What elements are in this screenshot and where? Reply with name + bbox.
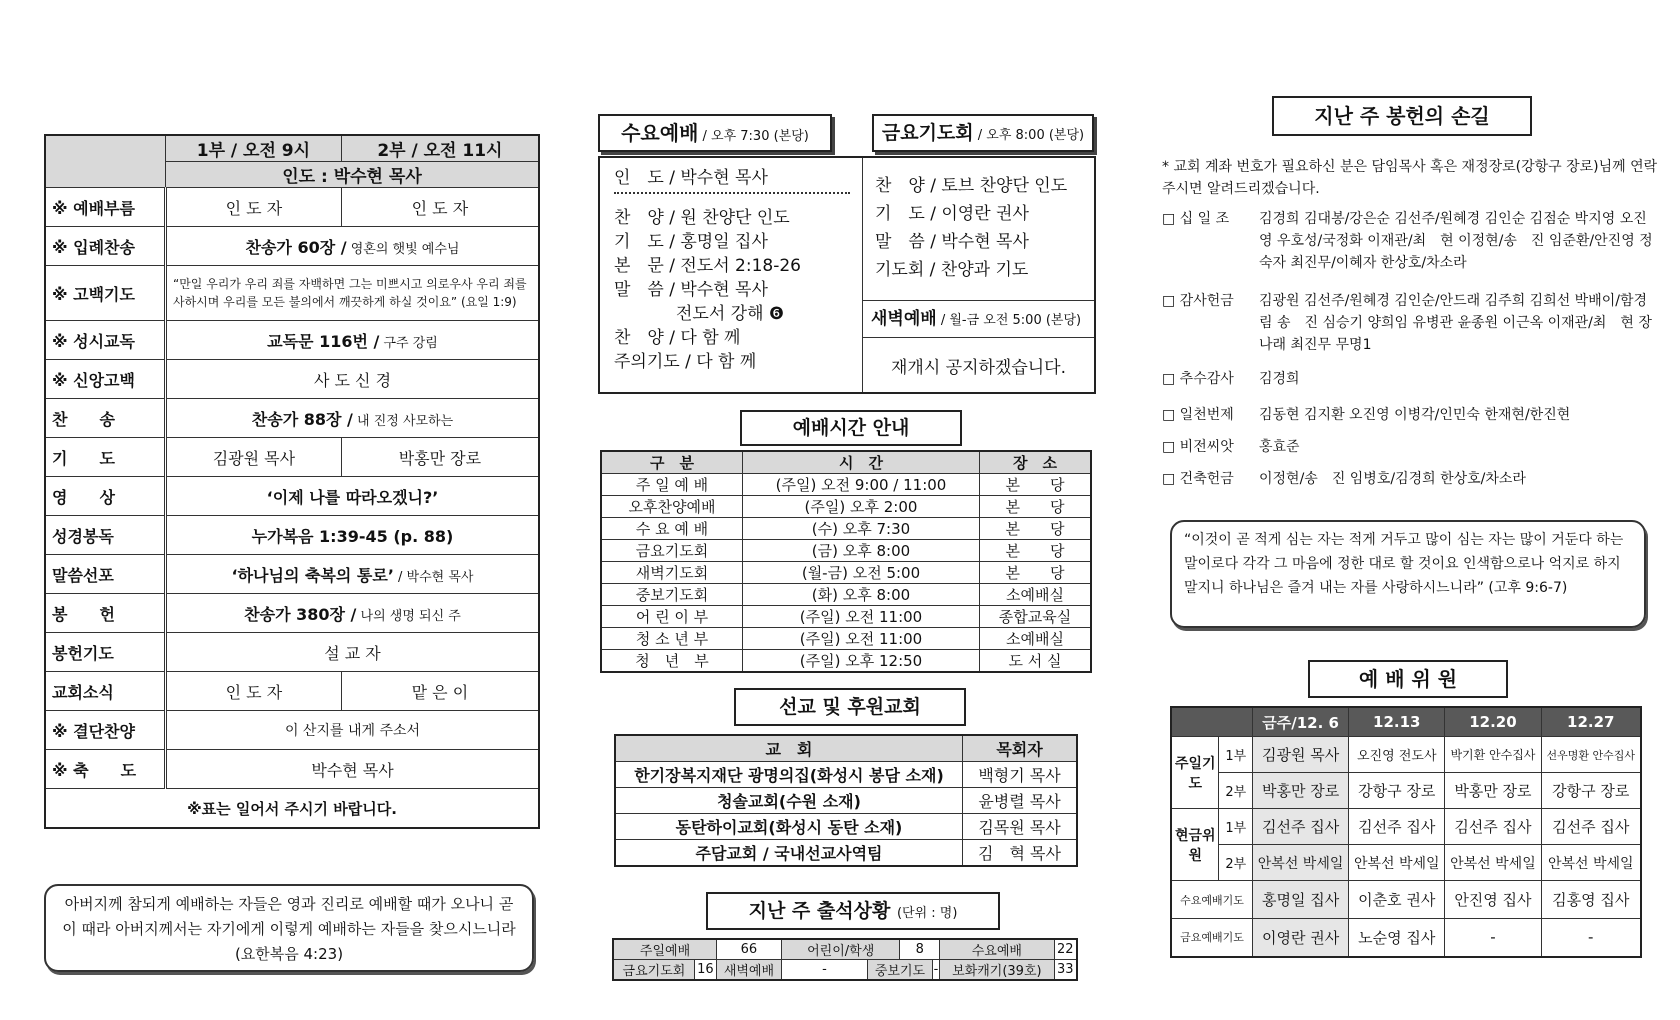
mission-header: 목회자 (963, 735, 1078, 762)
duty-header: 12.27 (1541, 707, 1641, 737)
row-label: 말씀선포 (45, 555, 166, 594)
table-row: 금요기도회 16 새벽예배 - 중보기도 - 보화캐기(39호) 33 (613, 960, 1077, 981)
table-row: 오후찬양예배 (주일) 오후 2:00 본 당 (601, 496, 1091, 518)
confession-text: “만일 우리가 우리 죄를 자백하면 그는 미쁘시고 의로우사 우리 죄를 사하시며 우리를 모든 불의에서 깨끗하게 하실 것이요” (요일 1:9) (166, 266, 540, 321)
duty-corner (1171, 707, 1253, 737)
offering-title: 지난 주 봉헌의 손길 (1272, 96, 1532, 136)
offering-list: □ 십 일 조 김경희 김대봉/강은순 김선주/원혜경 김인순 김점순 박지영 오진영 우호성/국정화 이재관/최 현 이정현/송 진 임준환/안진영 정숙자 최진무/이혜자 한상호/차소라 □ 감사헌금 김광원 김선주/원혜경 김인순/안드래 김주희 김희선 박배이/함경림 송 진 심승기 양희임 유병관 윤종원 이근옥 이재관/최 현 장나래 최진무 무명1 □ 추수감사 김경희 □ 일천번제 김동현 김지환 오진영 이병각/인민숙 한재현/한진현 □ 비전씨앗 홍효준 □ 건축헌금 이정현/송 진 임병호/김경희 한상호/차소라 (1162, 211, 1653, 487)
table-row: 한기장복지재단 광명의집(화성시 봉담 소재) 백형기 목사 (615, 762, 1077, 788)
row-cell: ‘이제 나를 따라오겠니?’ (166, 477, 540, 516)
row-cell: 인 도 자 (166, 672, 342, 711)
row-cell: 인 도 자 (341, 188, 539, 227)
row-cell: 박홍만 장로 (341, 438, 539, 477)
mission-header: 교 회 (615, 735, 963, 762)
offering-notice: * 교회 계좌 번호가 필요하신 분은 담임목사 혹은 재정장로(강항구 장로)님께 연락주시면 알려드리겠습니다. (1162, 159, 1658, 197)
row-label: ※ 고백기도 (45, 266, 166, 321)
row-label: 봉헌기도 (45, 633, 166, 672)
wed-line: 전도서 강해 ❻ (676, 304, 785, 324)
table-row: 주일예배 66 어린이/학생 8 수요예배 22 (613, 939, 1077, 960)
row-cell: 누가복음 1:39-45 (p. 88) (166, 516, 540, 555)
fri-line: 찬 양 / 토브 찬양단 인도 (875, 176, 1068, 196)
row-cell: 설 교 자 (166, 633, 540, 672)
wed-line: 찬 양 / 원 찬양단 인도 (614, 208, 790, 228)
row-label: 영 상 (45, 477, 166, 516)
duty-header: 12.13 (1349, 707, 1445, 737)
row-cell: 김광원 목사 (166, 438, 342, 477)
wed-line: 본 문 / 전도서 2:18-26 (614, 256, 801, 276)
row-label: ※ 입례찬송 (45, 227, 166, 266)
worship-order-table (44, 134, 540, 829)
dawn-note: 재개시 공지하겠습니다. (890, 358, 1067, 378)
row-cell: 인 도 자 (166, 188, 342, 227)
table-row: 청솔교회(수원 소재) 윤병렬 목사 (615, 788, 1077, 814)
duty-table (1170, 706, 1642, 958)
wed-line: 기 도 / 홍명일 집사 (614, 232, 768, 252)
dawn-title: 새벽예배 / 월-금 오전 5:00 (본당) (863, 300, 1094, 338)
row-cell: 박수현 목사 (166, 750, 540, 789)
table-row: 어 린 이 부 (주일) 오전 11:00 종합교육실 (601, 606, 1091, 628)
duty-header: 금주/12. 6 (1253, 707, 1349, 737)
schedule-header: 시 간 (743, 451, 980, 474)
schedule-header: 장 소 (980, 451, 1092, 474)
row-label: ※ 결단찬양 (45, 711, 166, 750)
table-row: 2부 안복선 박세일 안복선 박세일 안복선 박세일 안복선 박세일 (1171, 845, 1641, 881)
row-label: 찬 송 (45, 399, 166, 438)
table-row: 새벽기도회 (월-금) 오전 5:00 본 당 (601, 562, 1091, 584)
row-cell: 찬송가 60장 / 영혼의 햇빛 예수님 (166, 227, 540, 266)
table-row: 2부 박홍만 장로 강항구 장로 박홍만 장로 강항구 장로 (1171, 773, 1641, 809)
table-row: 수요예배기도 홍명일 집사 이춘호 권사 안진영 집사 김홍영 집사 (1171, 881, 1641, 919)
wed-line: 주의기도 / 다 함 께 (614, 352, 757, 372)
order-header-2: 2부 / 오전 11시 (341, 135, 539, 162)
row-cell: 이 산지를 내게 주소서 (166, 711, 540, 750)
row-label: ※ 신앙고백 (45, 360, 166, 399)
schedule-table (600, 450, 1092, 673)
attendance-title: 지난 주 출석상황 (단위 : 명) (706, 892, 1000, 930)
row-label: ※ 축 도 (45, 750, 166, 789)
row-cell: 사 도 신 경 (166, 360, 540, 399)
row-label: 기 도 (45, 438, 166, 477)
row-label: ※ 성시교독 (45, 321, 166, 360)
table-row: 금요기도회 (금) 오후 8:00 본 당 (601, 540, 1091, 562)
table-row: 중보기도회 (화) 오후 8:00 소예배실 (601, 584, 1091, 606)
table-row: 주 일 예 배 (주일) 오전 9:00 / 11:00 본 당 (601, 474, 1091, 496)
wed-line: 찬 양 / 다 함 께 (614, 328, 741, 348)
wed-line: 말 씀 / 박수현 목사 (614, 280, 768, 300)
duty-header: 12.20 (1445, 707, 1541, 737)
verse-corinthians: “이것이 곧 적게 심는 자는 적게 거두고 많이 심는 자는 많이 거둔다 하는 말이로다 각각 그 마음에 정한 대로 할 것이요 인색함으로나 억지로 하지 말지니 하나님은 즐겨 내는 자를 사랑하시느니라” (고후 9:6-7) (1170, 520, 1646, 628)
service-detail-box (598, 156, 1096, 394)
verse-john: 아버지께 참되게 예배하는 자들은 영과 진리로 예배할 때가 오나니 곧 이 때라 아버지께서는 자기에게 이렇게 예배하는 자들을 찾으시느니라 (요한복음 4:23) (44, 884, 534, 972)
row-label: 교회소식 (45, 672, 166, 711)
table-row: 금요예배기도 이영란 권사 노순영 집사 - - (1171, 919, 1641, 957)
row-cell: 교독문 116번 / 구주 강림 (166, 321, 540, 360)
attendance-table (612, 938, 1078, 981)
table-row: 현금위원 1부 김선주 집사 김선주 집사 김선주 집사 김선주 집사 (1171, 809, 1641, 845)
fri-line: 기도회 / 찬양과 기도 (875, 260, 1029, 280)
table-row: 동탄하이교회(화성시 동탄 소재) 김목원 목사 (615, 814, 1077, 840)
table-row: 청 년 부 (주일) 오후 12:50 도 서 실 (601, 650, 1091, 673)
table-row: 청 소 년 부 (주일) 오전 11:00 소예배실 (601, 628, 1091, 650)
order-leader: 인도 : 박수현 목사 (166, 162, 540, 188)
schedule-title: 예배시간 안내 (740, 410, 962, 446)
fri-detail (863, 158, 1094, 392)
wed-line: 인 도 / 박수현 목사 (614, 168, 768, 188)
order-header-1: 1부 / 오전 9시 (166, 135, 342, 162)
schedule-header: 구 분 (601, 451, 743, 474)
row-cell: 찬송가 380장 / 나의 생명 되신 주 (166, 594, 540, 633)
fri-title-box: 금요기도회 / 오후 8:00 (본당) (872, 114, 1094, 152)
row-label: 성경봉독 (45, 516, 166, 555)
row-cell: ‘하나님의 축복의 통로’ / 박수현 목사 (166, 555, 540, 594)
fri-line: 기 도 / 이영란 권사 (875, 204, 1029, 224)
order-corner (45, 135, 166, 162)
mission-table (614, 734, 1078, 867)
table-row: 수 요 예 배 (수) 오후 7:30 본 당 (601, 518, 1091, 540)
row-cell: 찬송가 88장 / 내 진정 사모하는 (166, 399, 540, 438)
duty-title: 예 배 위 원 (1308, 660, 1508, 698)
row-cell: 맡 은 이 (341, 672, 539, 711)
fri-line: 말 씀 / 박수현 목사 (875, 232, 1029, 252)
table-row: 주일기도 1부 김광원 목사 오진영 전도사 박기환 안수집사 선우명환 안수집사 (1171, 737, 1641, 773)
table-row: 주담교회 / 국내선교사역팀 김 혁 목사 (615, 840, 1077, 867)
mission-title: 선교 및 후원교회 (734, 688, 966, 726)
wed-title-box: 수요예배 / 오후 7:30 (본당) (598, 114, 832, 152)
dotted-divider (614, 192, 850, 194)
wed-detail (600, 158, 863, 392)
row-label: 봉 헌 (45, 594, 166, 633)
row-label: ※ 예배부름 (45, 188, 166, 227)
order-footer: ※표는 일어서 주시기 바랍니다. (45, 789, 539, 829)
order-corner-2 (45, 162, 166, 188)
